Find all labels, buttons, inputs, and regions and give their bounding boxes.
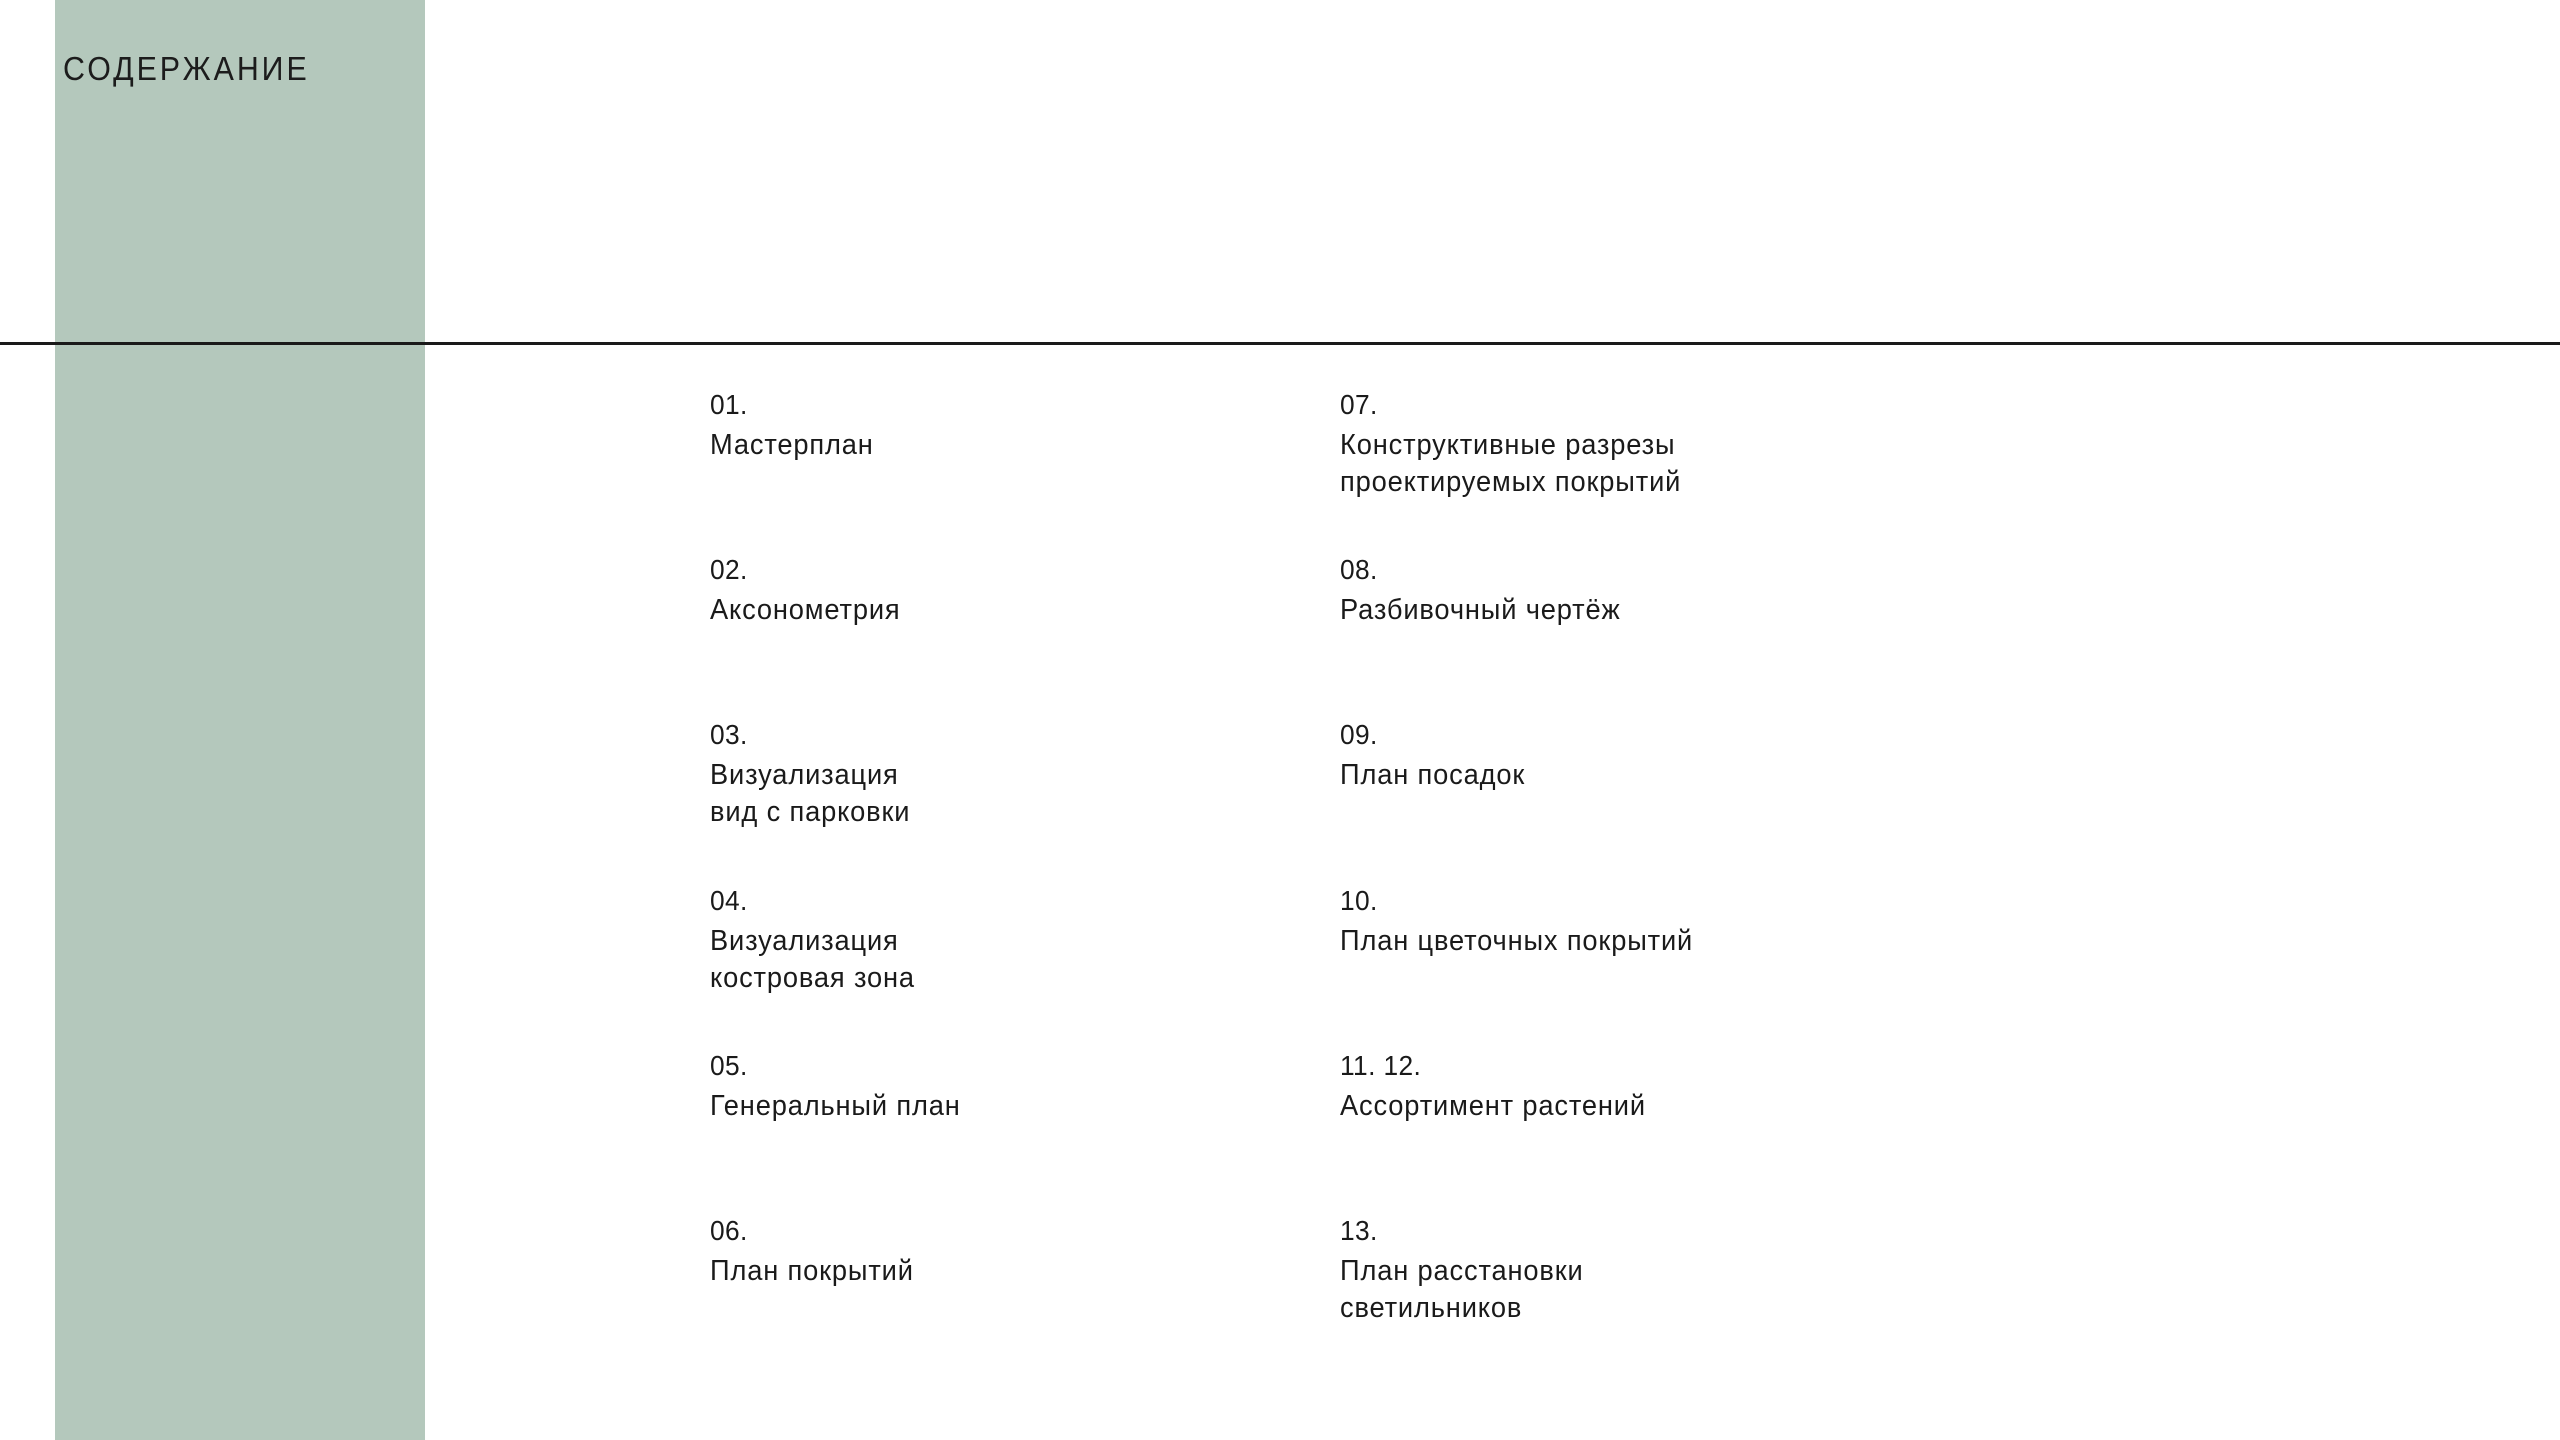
toc-entry[interactable]	[710, 718, 923, 831]
toc-entry[interactable]	[1340, 1049, 1665, 1125]
toc-entry-label-line: костровая зона	[710, 962, 915, 994]
toc-entry-number: 01.	[710, 389, 748, 420]
toc-entry-label-line: Мастерплан	[710, 429, 874, 461]
toc-entry[interactable]	[710, 388, 884, 464]
toc-entry-label-line: светильников	[1340, 1292, 1523, 1324]
toc-entry-label	[710, 757, 923, 831]
toc-entry-label-line: Ассортимент растений	[1340, 1090, 1646, 1122]
page-title: СОДЕРЖАНИЕ	[63, 50, 310, 87]
toc-entry-label-line: вид с парковки	[710, 796, 911, 828]
toc-entry[interactable]	[1340, 388, 1703, 501]
toc-entry-label	[1340, 1253, 1599, 1327]
toc-entry-label	[1340, 1088, 1665, 1125]
toc-entry[interactable]	[710, 1214, 927, 1290]
toc-entry-number: 10.	[1340, 885, 1378, 916]
toc-entry-label-line: Разбивочный чертёж	[1340, 594, 1621, 626]
toc-entry-label-line: План цветочных покрытий	[1340, 925, 1694, 957]
toc-entry-label	[710, 427, 884, 464]
toc-entry[interactable]	[1340, 1214, 1599, 1327]
toc-entry-number: 09.	[1340, 719, 1378, 750]
toc-entry-label-line: План расстановки	[1340, 1255, 1584, 1287]
toc-entry-label-line: Визуализация	[710, 759, 899, 791]
toc-entry-label	[1340, 757, 1537, 794]
toc-entry[interactable]	[710, 884, 928, 997]
toc-entry-number: 02.	[710, 554, 748, 585]
toc-entry-label-line: Аксонометрия	[710, 594, 901, 626]
toc-entry-number: 11. 12.	[1340, 1050, 1422, 1081]
toc-entry-number: 08.	[1340, 554, 1378, 585]
toc-entry-label	[1340, 923, 1716, 960]
toc-entry-label	[710, 1088, 977, 1125]
toc-entry-number: 13.	[1340, 1215, 1378, 1246]
toc-entry[interactable]	[1340, 884, 1716, 960]
toc-entry-label	[710, 592, 913, 629]
toc-entry-label	[1340, 427, 1703, 501]
toc-entry-label	[710, 1253, 927, 1290]
toc-entry[interactable]	[710, 1049, 977, 1125]
toc-entry-number: 05.	[710, 1050, 748, 1081]
toc-entry-number: 07.	[1340, 389, 1378, 420]
toc-entry-label-line: Генеральный план	[710, 1090, 961, 1122]
toc-entry-number: 06.	[710, 1215, 748, 1246]
toc-entry[interactable]	[710, 553, 913, 629]
toc-entry-label-line: План посадок	[1340, 759, 1526, 791]
toc-entry-label	[710, 923, 928, 997]
horizontal-divider	[0, 342, 2560, 345]
toc-entry-label	[1340, 592, 1639, 629]
toc-entry-label-line: План покрытий	[710, 1255, 914, 1287]
toc-entry-number: 04.	[710, 885, 748, 916]
toc-entry-label-line: Конструктивные разрезы	[1340, 429, 1676, 461]
toc-entry-label-line: Визуализация	[710, 925, 899, 957]
toc-entry[interactable]	[1340, 718, 1537, 794]
toc-entry[interactable]	[1340, 553, 1639, 629]
toc-entry-label-line: проектируемых покрытий	[1340, 466, 1682, 498]
toc-entry-number: 03.	[710, 719, 748, 750]
